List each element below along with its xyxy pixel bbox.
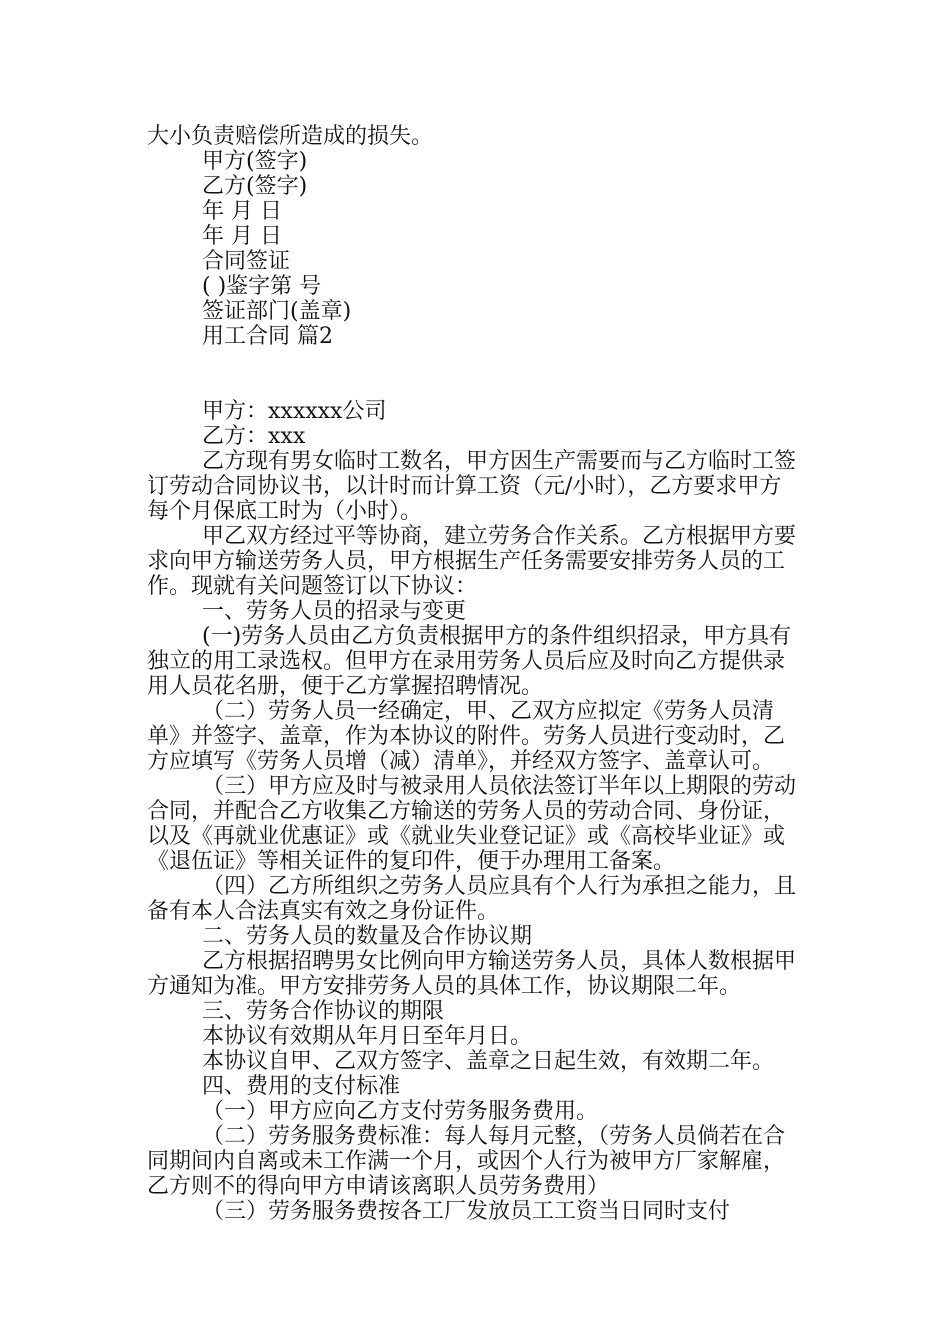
text-line: 《退伍证》等相关证件的复印件，便于办理用工备案。 [147,849,676,874]
text-line: 乙方现有男女临时工数名，甲方因生产需要而与乙方临时工签 [202,449,797,474]
text-line: 乙方则不的得向甲方申请该离职人员劳务费用） [147,1174,610,1199]
text-line: （三）甲方应及时与被录用人员依法签订半年以上期限的劳动 [202,774,797,799]
section-heading: 四、费用的支付标准 [202,1074,401,1099]
text-line: 年 月 日 [202,224,282,249]
text-line: 乙方(签字) [202,174,308,199]
text-line: 甲方(签字) [202,149,308,174]
text-line: 合同签证 [202,249,291,274]
text-line: (一)劳务人员由乙方负责根据甲方的条件组织招录，甲方具有 [202,624,792,649]
text-line: 甲乙双方经过平等协商，建立劳务合作关系。乙方根据甲方要 [202,524,797,549]
section-heading: 三、劳务合作协议的期限 [202,999,445,1024]
text-line: 独立的用工录选权。但甲方在录用劳务人员后应及时向乙方提供录 [147,649,786,674]
text-line: ( )鉴字第 号 [202,274,322,299]
text-line: 大小负责赔偿所造成的损失。 [147,124,434,149]
text-line: 年 月 日 [202,199,282,224]
section-heading: 二、劳务人员的数量及合作协议期 [202,924,533,949]
text-line: 每个月保底工时为（小时）。 [147,499,423,524]
text-line: 甲方：xxxxxx公司 [202,399,387,424]
text-line: 用人员花名册，便于乙方掌握招聘情况。 [147,674,544,699]
text-line: 本协议有效期从年月日至年月日。 [202,1024,533,1049]
text-line: 同期间内自离或未工作满一个月，或因个人行为被甲方厂家解雇， [147,1149,786,1174]
text-line: （四）乙方所组织之劳务人员应具有个人行为承担之能力，且 [202,874,797,899]
text-line: 签证部门(盖章) [202,299,352,324]
text-line: 合同，并配合乙方收集乙方输送的劳务人员的劳动合同、身份证， [147,799,786,824]
text-line: 备有本人合法真实有效之身份证件。 [147,899,500,924]
text-line: 乙方根据招聘男女比例向甲方输送劳务人员，具体人数根据甲 [202,949,797,974]
text-line: 求向甲方输送劳务人员，甲方根据生产任务需要安排劳务人员的工 [147,549,786,574]
section-heading: 用工合同 篇2 [202,324,333,349]
text-line: 方应填写《劳务人员增（减）清单》，并经双方签字、盖章认可。 [147,749,775,774]
text-line: （二）劳务服务费标准：每人每月元整，（劳务人员倘若在合 [202,1124,786,1149]
text-line: 作。现就有关问题签订以下协议： [147,574,478,599]
text-line: （三）劳务服务费按各工厂发放员工工资当日同时支付 [202,1199,731,1224]
text-line: 订劳动合同协议书，以计时而计算工资（元/小时），乙方要求甲方 [147,474,782,499]
text-line: 单》并签字、盖章，作为本协议的附件。劳务人员进行变动时，乙 [147,724,786,749]
text-line: 本协议自甲、乙双方签字、盖章之日起生效，有效期二年。 [202,1049,775,1074]
text-line: 乙方：xxx [202,424,306,449]
text-line: （一）甲方应向乙方支付劳务服务费用。 [202,1099,599,1124]
section-heading: 一、劳务人员的招录与变更 [202,599,467,624]
text-line: （二）劳务人员一经确定，甲、乙双方应拟定《劳务人员清 [202,699,775,724]
text-line: 以及《再就业优惠证》或《就业失业登记证》或《高校毕业证》或 [147,824,786,849]
text-line: 方通知为准。甲方安排劳务人员的具体工作，协议期限二年。 [147,974,742,999]
